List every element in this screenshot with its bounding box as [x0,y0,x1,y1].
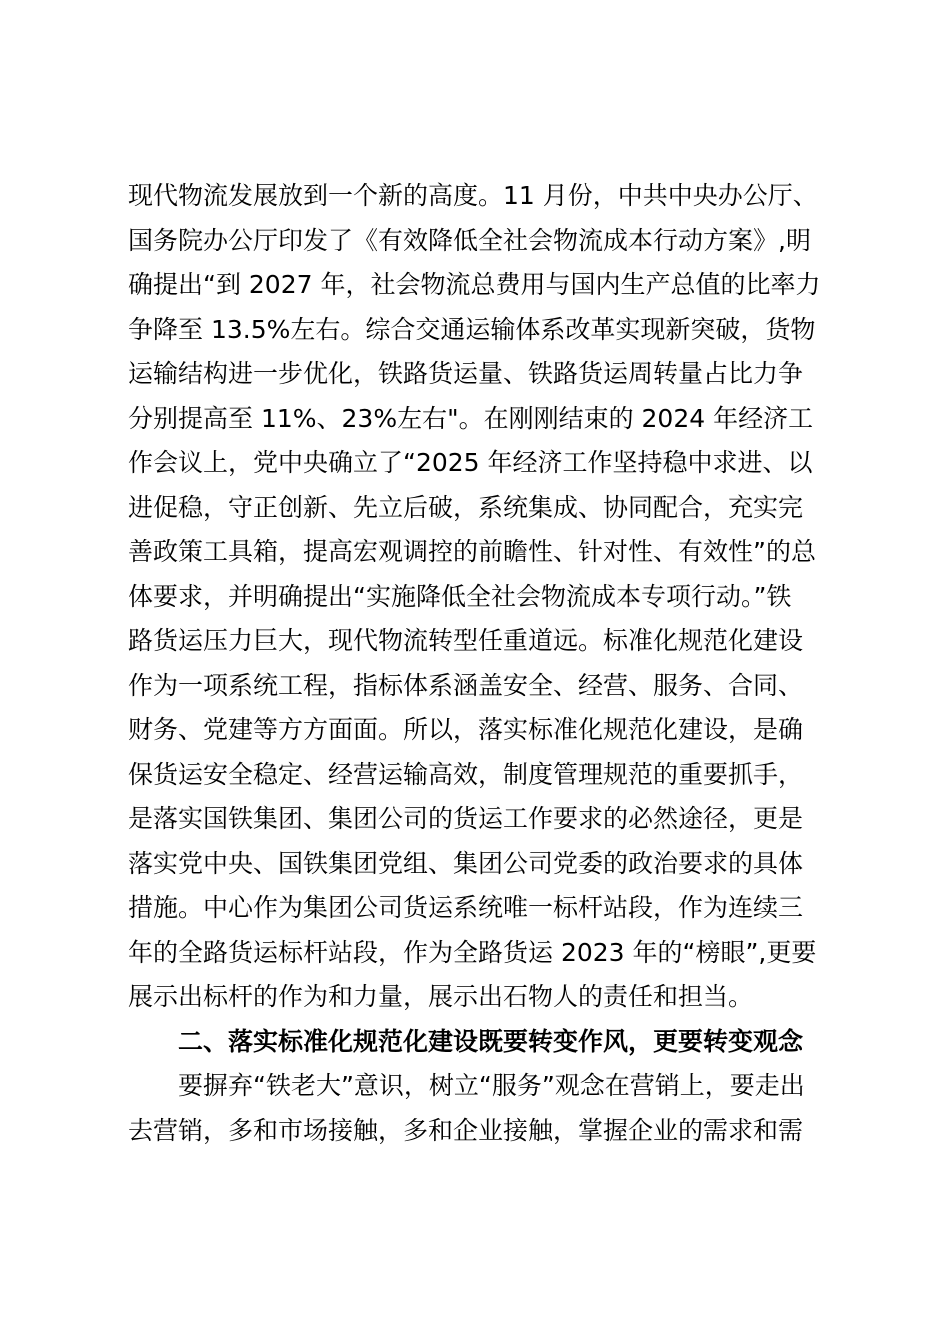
paragraph-1-line: 财务、党建等方方面面。所以，落实标准化规范化建设，是确 [128,715,804,744]
paragraph-1-line: 国务院办公厅印发了《有效降低全社会物流成本行动方案》,明 [128,225,811,255]
paragraph-2-line: 要摒弃“铁老大”意识，树立“服务”观念在营销上，要走出 [178,1071,805,1100]
document-body [128,174,828,1153]
paragraph-1-line: 进促稳，守正创新、先立后破，系统集成、协同配合，充实完 [128,492,804,522]
paragraph-2-line: 去营销，多和市场接触，多和企业接触，掌握企业的需求和需 [128,1115,804,1145]
paragraph-1-line: 保货运安全稳定、经营运输高效，制度管理规范的重要抓手， [128,759,804,789]
paragraph-1-line: 落实党中央、国铁集团党组、集团公司党委的政治要求的具体 [128,848,804,878]
paragraph-1-line: 年的全路货运标杆站段，作为全路货运 2023 年的“榜眼”,更要 [128,937,817,967]
paragraph-1-line: 现代物流发展放到一个新的高度。11 月份，中共中央办公厅、 [128,181,818,210]
paragraph-1-line: 善政策工具箱，提高宏观调控的前瞻性、针对性、有效性”的总 [128,537,816,566]
paragraph-1-line: 体要求，并明确提出“实施降低全社会物流成本专项行动。”铁 [128,581,792,611]
paragraph-1-line: 作为一项系统工程，指标体系涵盖安全、经营、服务、合同、 [128,670,804,700]
paragraph-1-line: 运输结构进一步优化，铁路货运量、铁路货运周转量占比力争 [128,359,804,388]
paragraph-1-line: 分别提高至 11%、23%左右"。在刚刚结束的 2024 年经济工 [128,403,814,433]
paragraph-1-line: 确提出“到 2027 年，社会物流总费用与国内生产总值的比率力 [128,270,821,299]
paragraph-1-line: 作会议上，党中央确立了“2025 年经济工作坚持稳中求进、以 [128,448,813,477]
paragraph-1-line: 争降至 13.5%左右。综合交通运输体系改革实现新突破，货物 [128,314,816,344]
paragraph-1-line: 是落实国铁集团、集团公司的货运工作要求的必然途径，更是 [128,804,804,833]
section-heading: 二、落实标准化规范化建设既要转变作风，更要转变观念 [178,1026,804,1056]
paragraph-1-line: 路货运压力巨大，现代物流转型任重道远。标准化规范化建设 [128,626,804,655]
paragraph-1-line: 展示出标杆的作为和力量，展示出石物人的责任和担当。 [128,982,754,1011]
paragraph-1-line: 措施。中心作为集团公司货运系统唯一标杆站段，作为连续三 [128,893,804,922]
